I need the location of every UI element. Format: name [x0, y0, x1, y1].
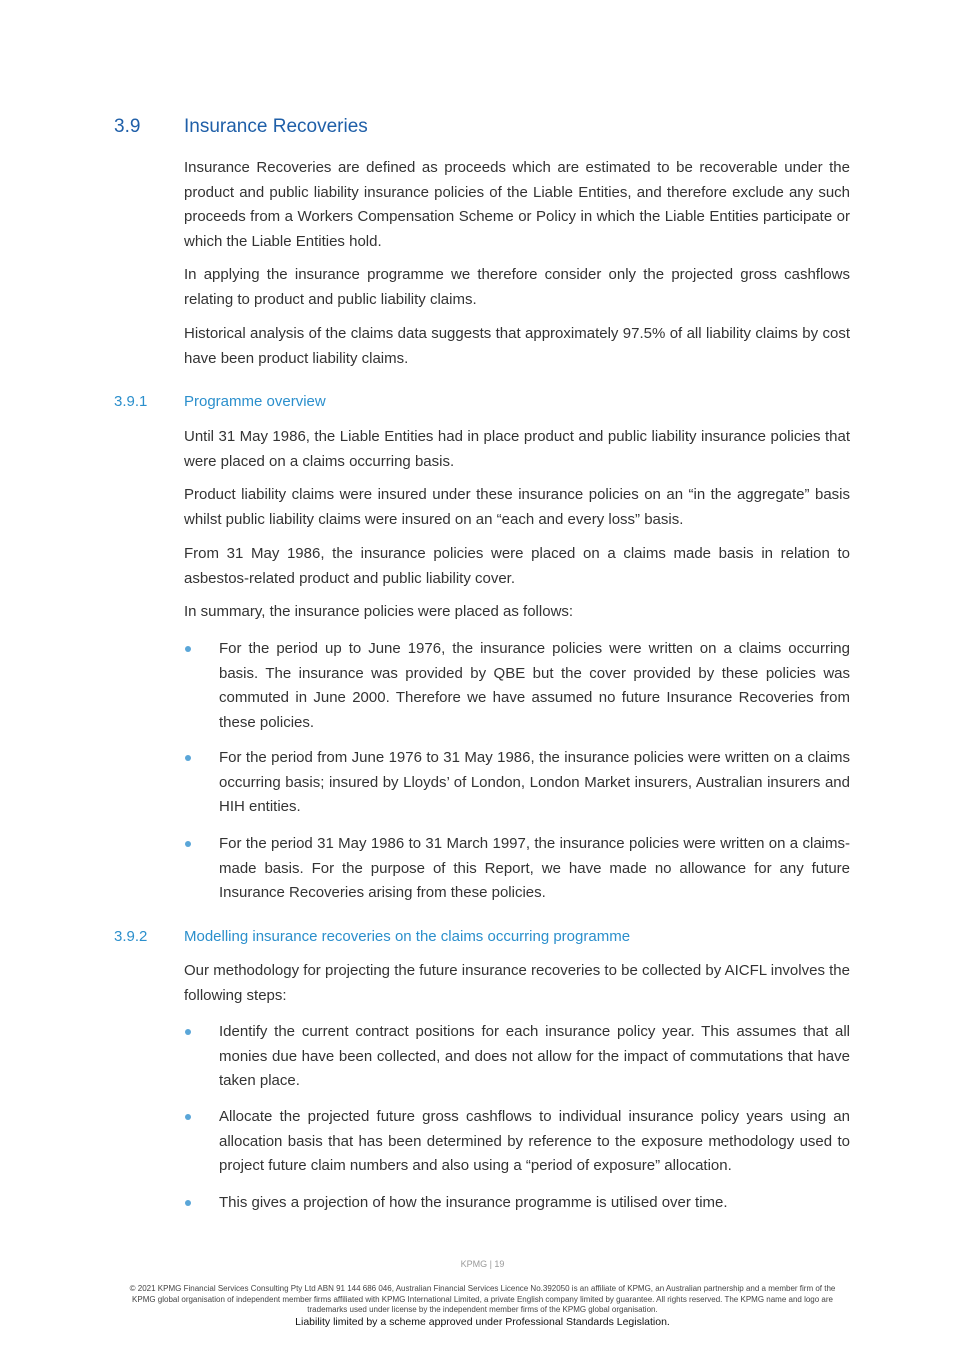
subsection-heading: [114, 928, 630, 945]
list-item-text: For the period 31 May 1986 to 31 March 1997, the insurance policies were written on a claims-made basis. For the purpose of this Report, we have made no allowance for any future Insurance Recoveries arising from these policies.: [219, 835, 850, 901]
list-item-text: For the period up to June 1976, the insurance policies were written on a claims occurring basis. The insurance was provided by QBE but the cover provided by these policies was commuted in June 2000. Therefore we have assumed no future Insurance Recoveries from these policies.: [219, 640, 850, 731]
section-heading: [114, 116, 368, 138]
list-item: [184, 832, 850, 906]
list-item: [184, 1191, 850, 1216]
list-item: [184, 1105, 850, 1179]
list-item-text: This gives a projection of how the insurance programme is utilised over time.: [219, 1194, 728, 1211]
list-item-text: Identify the current contract positions for each insurance policy year. This assumes that all monies due have been collected, and does not allow for the impact of commutations that have taken place.: [219, 1023, 850, 1089]
section-number: 3.9: [114, 116, 141, 137]
subsection-number: 3.9.2: [114, 928, 148, 945]
subsection-heading: [114, 393, 326, 410]
page-number: KPMG | 19: [460, 1259, 505, 1269]
paragraph: In applying the insurance programme we therefore consider only the projected gross cashflows relating to product and public liability claims.: [184, 266, 850, 308]
paragraph: From 31 May 1986, the insurance policies were placed on a claims made basis in relation to asbestos-related product and public liability cover.: [184, 545, 850, 587]
subsection-title: Modelling insurance recoveries on the claims occurring programme: [184, 928, 631, 945]
list-item-text: For the period from June 1976 to 31 May 1986, the insurance policies were written on a claims occurring basis; insured by Lloyds’ of London, London Market insurers, Australian insurers and HIH entities.: [219, 749, 850, 815]
subsection-number: 3.9.1: [114, 393, 148, 410]
legal-notice: © 2021 KPMG Financial Services Consulting Pty Ltd ABN 91 144 686 046, Australian Financial Services Licence No.392050 is an affiliate of KPMG, an Australian partnership and a member firm of the KPMG global organisation of independent member firms affiliated with KPMG International Limited, a private English company limited by guarantee. All rights reserved. The KPMG name and logo are trademarks used under license by the independent member firms of the KPMG global organisation.: [129, 1284, 836, 1314]
paragraph: Insurance Recoveries are defined as proceeds which are estimated to be recoverable under the product and public liability insurance policies of the Liable Entities, and therefore exclude any such proceeds from a Workers Compensation Scheme or Policy in which the Liable Entities participate or which the Liable Entities hold.: [184, 159, 850, 250]
bullet-icon: [185, 841, 191, 847]
list-item: [184, 1020, 850, 1094]
paragraph: In summary, the insurance policies were placed as follows:: [184, 603, 574, 620]
bullet-icon: [185, 755, 191, 761]
bullet-icon: [185, 1200, 191, 1206]
bullet-icon: [185, 646, 191, 652]
bullet-icon: [185, 1029, 191, 1035]
section-title: Insurance Recoveries: [184, 116, 368, 137]
list-item: [184, 637, 850, 735]
list-item: [184, 746, 850, 820]
paragraph: Our methodology for projecting the future insurance recoveries to be collected by AICFL involves the following steps:: [184, 962, 850, 1004]
liability-statement: Liability limited by a scheme approved under Professional Standards Legislation.: [295, 1316, 670, 1328]
list-item-text: Allocate the projected future gross cashflows to individual insurance policy years using an allocation basis that has been determined by reference to the exposure methodology used to project future claim numbers and also using a “period of exposure” allocation.: [219, 1108, 850, 1174]
paragraph: Historical analysis of the claims data suggests that approximately 97.5% of all liability claims by cost have been product liability claims.: [184, 325, 850, 367]
paragraph: Until 31 May 1986, the Liable Entities had in place product and public liability insurance policies that were placed on a claims occurring basis.: [184, 428, 850, 470]
paragraph: Product liability claims were insured under these insurance policies on an “in the aggregate” basis whilst public liability claims were insured on an “each and every loss” basis.: [184, 486, 850, 528]
bullet-icon: [185, 1114, 191, 1120]
subsection-title: Programme overview: [184, 393, 326, 410]
